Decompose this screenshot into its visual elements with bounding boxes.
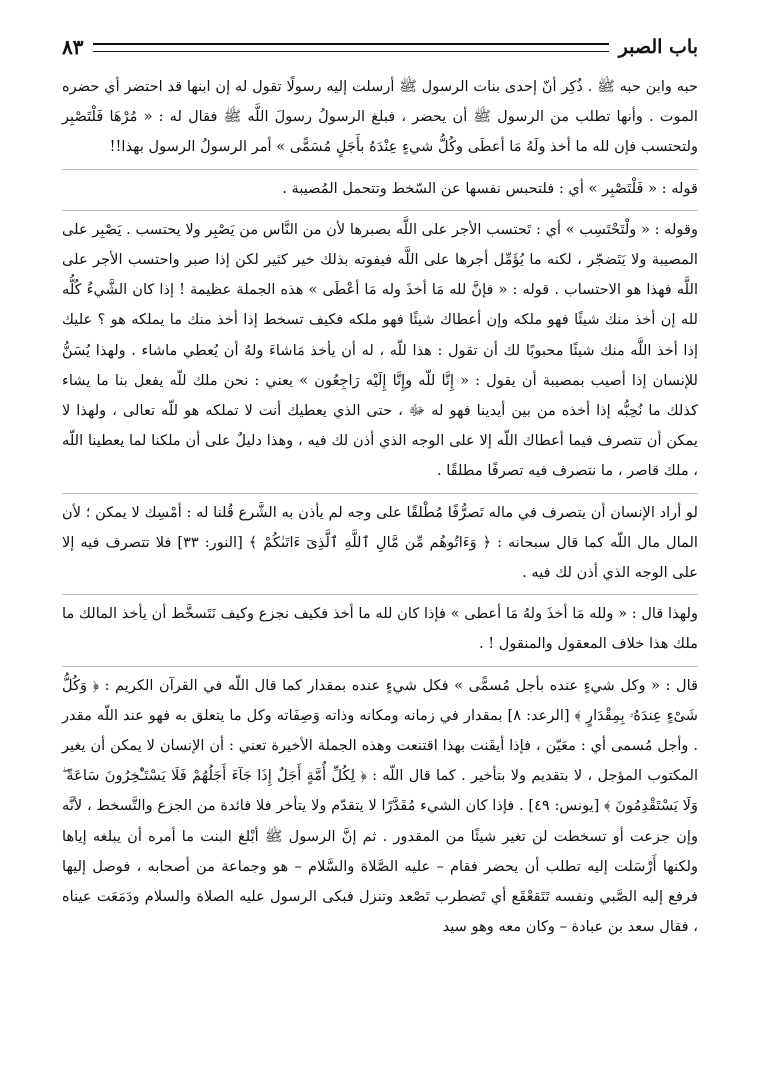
paragraph-1: حبه وابن حبه ﷺ . ذُكِر أنّ إحدى بنات الرسول ﷺ أرسلت إليه رسولًا تقول له إن ابنها قد احتضر أي حضره الموت . وأنها تطلب من الرسول ﷺ أن يحضر ، فبلغ الرسولُ رسولَ اللَّه ﷺ فقال له : « مُرْهَا فَلْتَصْبِر ولتحتسب فإن لله ما أخذ ولَهُ مَا أعطَى وكُلُّ شيءٍ عِنْدَهُ بأَجَلٍ مُسَمًّى » أمر الرسولُ الرسول بهذا!! [62, 78, 698, 156]
header-rule [93, 43, 608, 52]
paragraph-5: ولهذا قال : « ولله مَا أخذَ ولهُ مَا أعطى » فإذا كان لله ما أخذ فكيف نجزع وكيف نَتَسخَّط أن يأخذ المالك ما ملك هذا خلاف المعقول والمنقول ! . [62, 594, 698, 659]
page-body [62, 72, 698, 942]
paragraph-4: لو أراد الإنسان أن يتصرف في ماله تَصرُّفًا مُطْلقًا على وجه لم يأذن به الشَّرع قُلنا له : أمْسِك لا يمكن ؛ لأن المال مال اللّه كما قال سبحانه : ﴿ وَءَاتُوهُم مِّن مَّالِ ٱللَّهِ ٱلَّذِىٓ ءَاتَىٰكُمْ ﴾ [النور: ٣٣] فلا تتصرف فيه إلا على الوجه الذي أذن لك فيه . [62, 493, 698, 589]
paragraph-2: قوله : « فَلْتَصْبِر » أي : فلتحبس نفسها عن السّخط وتتحمل المُصيبة . [62, 169, 698, 204]
chapter-title: باب الصبر [618, 36, 698, 58]
page-number: ٨٣ [62, 35, 84, 59]
page-header [62, 32, 698, 62]
paragraph-6: قال : « وكل شيءٍ عنده بأجل مُسمًّى » فكل شيءٍ عنده بمقدار كما قال اللّه في القرآن الكريم : ﴿ وَكُلُّ شَىْءٍ عِندَهُۥ بِمِقْدَارٍ ﴾ [الرعد: ٨] بمقدار في زمانه ومكانه وذاته وَصِفَاته وكل ما يتعلق به فهو عند اللّه مقدر . وأجل مُسمى أي : معَيّن ، فإذا أيقَنت بهذا اقتنعت وهذه الجملة الأخيرة تعني : أن الإنسان لا يمكن أن يغير المكتوب المؤجل ، لا بتقديم ولا بتأخير . كما قال اللّه : ﴿ لِكُلِّ أُمَّةٍ أَجَلٌ إِذَا جَآءَ أَجَلُهُمْ فَلَا يَسْتَـْٔخِرُونَ سَاعَةً ۖ وَلَا يَسْتَقْدِمُونَ ﴾ [يونس: ٤٩] . فإذا كان الشيء مُقَدَّرًا لا يتقدّم ولا يتأخر فلا فائدة من الجزع والتَّسخط ، لأنَّه وإن جزعت أو تسخطت لن تغير شيئًا من المقدور . ثم إنَّ الرسول ﷺ أبْلغ البنت ما أمره أن يبلغه إياها ولكنها أَرْسَلت إليه تطلب أن يحضر فقام – عليه الصَّلاة والسَّلام – هو وجماعة من أصحابه ، فوصل إليها فرفع إليه الصَّبي ونفسه تَتَقعْقَع أي تَضطرب تَصْعد وتنزل فبكى الرسول عليه الصلاة والسلام ودَمَعَت عيناه ، فقال سعد بن عبادة – وكان معه وهو سيد [62, 666, 698, 943]
paragraph-3: وقوله : « ولْتَحْتَسِب » أي : تَحتسب الأجر على اللَّه بصبرها لأن من النَّاس من يَصْبِر ولا يحتسب . يَصْبِر على المصيبة ولا يَتَضجّر ، لكنه ما يُؤَمِّل أجرها على اللَّه فيفوته بذلك خير كثير لكن إذا صبر واحتسب الأجر على اللَّه فهذا هو الاحتساب . قوله : « فإنَّ لله مَا أخذَ وله مَا أعْطَى » هذه الجملة عظيمة ! إذا كان الشَّيءُ كُلُّه لله إن أخذ منك شيئًا فهو ملكه وإن أعطاك شيئًا فهو ملكه فكيف تسخط إذا أخذ منك ما يملكه هو ؟ عليك إذا أخذ اللَّه منك شيئًا محبوبًا لك أن تقول : هذا للّه ، له أن يأخذ مَاشاءَ ولهُ أن يُعطي ماشاء . ولهذا يُسَنُّ للإنسان إذا أصيب بمصيبة أن يقول : « إِنَّا للّه وإِنَّا إِلَيْه رَاجِعُون » يعني : نحن ملك للّه يفعل بنا ما يشاء كذلك ما نُحِبُّه إذا أخذه من بين أيدينا فهو له ﷻ ، حتى الذي يعطيك أنت لا تملكه هو للّه تعالى ، ولهذا لا يمكن أن تتصرف فيما أعطاك اللّه إلا على الوجه الذي أذن لك فيه ، وهذا دليلٌ على أن ملكنا لما يعطينا اللّه ، ملك قاصر ، ما نتصرف فيه تصرفًا مطلقًا . [62, 210, 698, 487]
